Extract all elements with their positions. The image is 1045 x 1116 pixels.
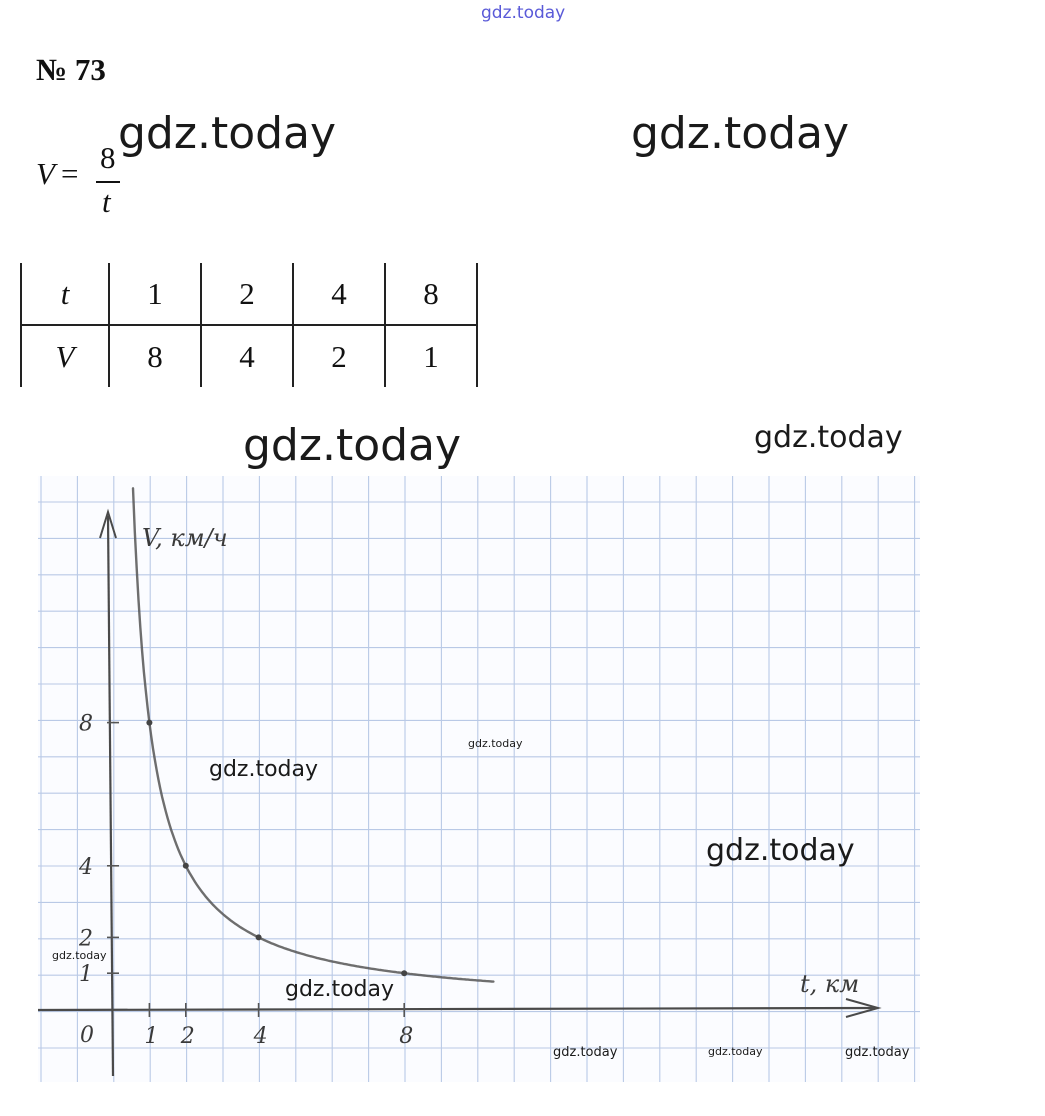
y-tick-label: 4 [79,854,93,880]
watermark-large: gdz.today [631,108,850,159]
watermark-small: gdz.today [468,737,523,750]
values-table [20,263,478,387]
watermark-medium: gdz.today [754,420,903,455]
data-point [256,934,262,940]
table-cell: 2 [201,263,293,325]
origin-label: 0 [80,1023,94,1048]
y-axis [108,516,113,1076]
watermark-small: gdz.today [553,1045,618,1060]
table-cell: 4 [201,325,293,387]
table-header-t: t [21,263,109,325]
y-tick-label: 8 [79,711,93,737]
data-point [146,720,152,726]
y-axis-label: V, км/ч [142,524,228,552]
watermark-small: gdz.today [52,949,107,962]
y-tick-label: 2 [79,926,93,952]
problem-number: № 73 [36,52,106,87]
table-cell: 8 [109,325,201,387]
table-cell: 2 [293,325,385,387]
data-point [401,970,407,976]
watermark-large: gdz.today [118,108,337,159]
graph-paper [38,476,920,1082]
formula-numerator: 8 [100,140,116,175]
x-axis [38,1008,876,1010]
table-row-t [21,263,477,325]
formula-lhs: V [36,156,55,191]
watermark-small: gdz.today [845,1045,910,1060]
y-tick-label: 1 [79,962,93,988]
axes [38,512,878,1076]
watermark-medium: gdz.today [706,833,855,868]
graph-svg [38,476,920,1082]
x-tick-label: 8 [399,1024,414,1049]
watermark-large: gdz.today [243,420,462,471]
fraction-bar [96,181,120,183]
data-point [183,863,189,869]
watermark-medium: gdz.today [285,977,395,1002]
axis-labels [80,524,859,1048]
grid [38,476,920,1082]
watermark-medium: gdz.today [209,757,319,782]
watermark-small: gdz.today [708,1045,763,1058]
x-tick-label: 4 [253,1024,268,1049]
x-tick-label: 2 [180,1024,195,1049]
formula-denominator: t [102,184,111,219]
table-cell: 8 [385,263,477,325]
x-axis-label: t, км [800,970,860,998]
table-cell: 1 [385,325,477,387]
table-row-v [21,325,477,387]
watermark-top: gdz.today [481,3,566,23]
formula-equals: = [61,156,79,191]
table-cell: 1 [109,263,201,325]
table-cell: 4 [293,263,385,325]
table-header-v: V [21,325,109,387]
x-tick-label: 1 [144,1024,159,1049]
